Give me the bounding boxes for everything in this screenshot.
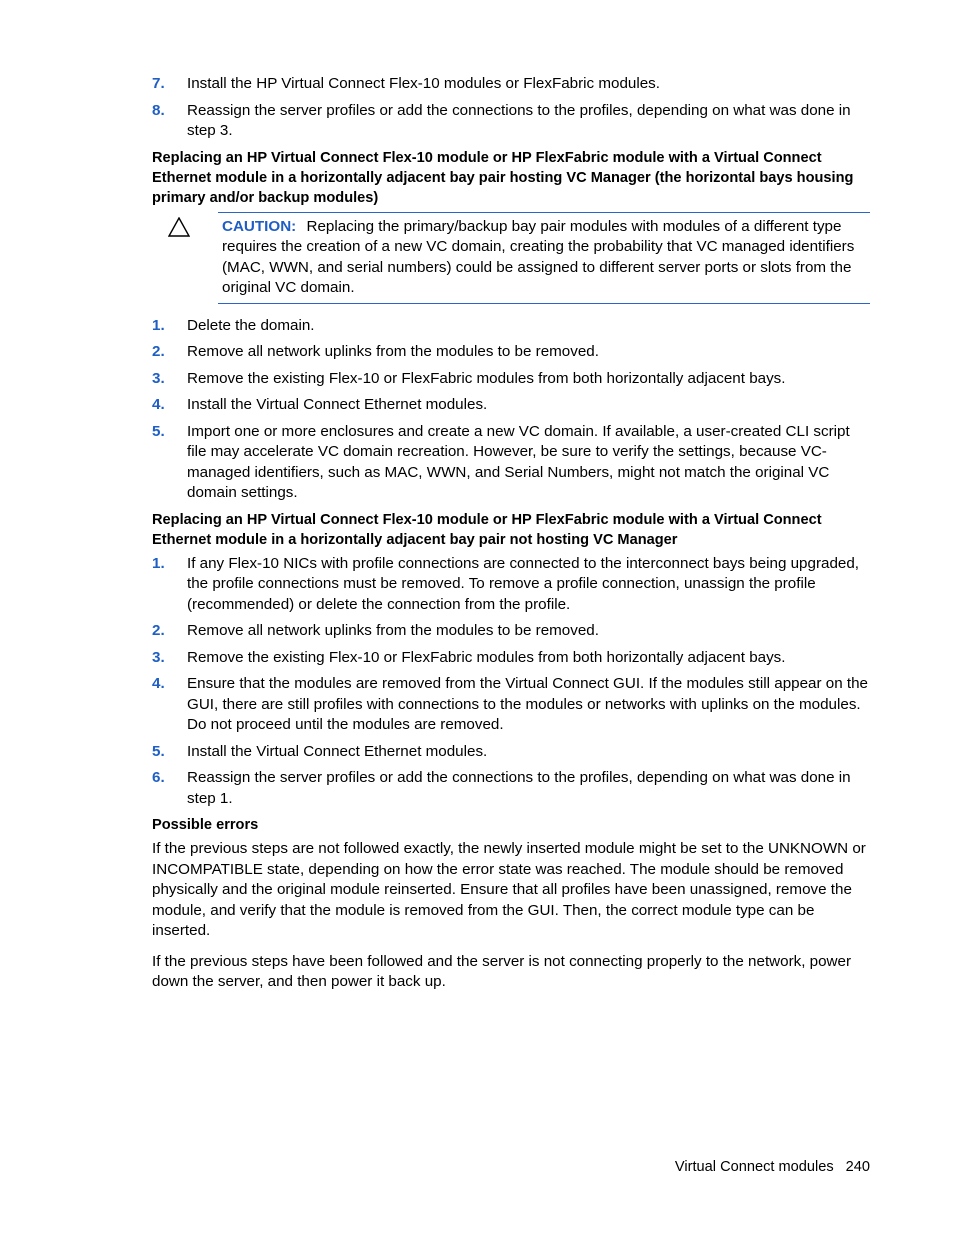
- list-item: [152, 395, 870, 416]
- step-text: If any Flex-10 NICs with profile connections are connected to the interconnect bays being upgraded, the profile connections must be removed. To remove a profile connection, unassign the profile (recommended) or delete the connection from the profile.: [187, 554, 860, 613]
- page-number: 240: [845, 1159, 870, 1175]
- step-number: 2.: [152, 343, 165, 360]
- step-number: 1.: [152, 316, 165, 334]
- warning-triangle-icon: [168, 217, 190, 237]
- step-text: Remove the existing Flex-10 or FlexFabric modules from both horizontally adjacent bays.: [187, 648, 786, 666]
- list-item: [152, 369, 870, 390]
- step-text: Remove the existing Flex-10 or FlexFabric modules from both horizontally adjacent bays.: [187, 369, 786, 387]
- step-text: Reassign the server profiles or add the connections to the profiles, depending on what was done in step 1.: [187, 769, 851, 807]
- step-text: Install the Virtual Connect Ethernet modules.: [187, 396, 488, 413]
- list-item: [152, 101, 870, 142]
- step-number: 4.: [152, 396, 165, 413]
- list-item: [152, 768, 870, 809]
- steps-section1-list: [152, 316, 870, 504]
- step-number: 2.: [152, 622, 165, 639]
- step-number: 3.: [152, 648, 165, 666]
- paragraph: If the previous steps are not followed exactly, the newly inserted module might be set to the UNKNOWN or INCOMPATIBLE state, depending on how the error state was reached. The module should be removed physically and the original module reinserted. Ensure that all profiles have been unassigned, remove the module, and verify that the module is removed from the GUI. Then, the correct module type can be inserted.: [152, 840, 866, 939]
- caution-box: [218, 212, 870, 304]
- step-number: 3.: [152, 369, 165, 387]
- step-number: 7.: [152, 75, 165, 92]
- page-content: [152, 74, 870, 1003]
- list-item: [152, 742, 870, 763]
- step-number: 1.: [152, 554, 165, 572]
- list-item: [152, 554, 870, 616]
- caution-label: CAUTION:: [222, 217, 297, 235]
- step-text: Delete the domain.: [187, 316, 315, 334]
- step-text: Reassign the server profiles or add the connections to the profiles, depending on what was done in step 3.: [187, 101, 851, 139]
- steps-top-list: [152, 74, 870, 142]
- step-text: Remove all network uplinks from the modules to be removed.: [187, 622, 599, 639]
- list-item: [152, 674, 870, 736]
- list-item: [152, 342, 870, 363]
- section-heading-possible-errors: Possible errors: [152, 817, 259, 833]
- step-text: Remove all network uplinks from the modules to be removed.: [187, 343, 599, 360]
- caution-text: Replacing the primary/backup bay pair modules with modules of a different type requires the creation of a new VC domain, creating the probability that VC managed identifiers (MAC, WWN, and serial numbers) could be assigned to different server ports or slots from the original VC domain.: [222, 217, 855, 296]
- step-number: 5.: [152, 422, 165, 440]
- step-number: 8.: [152, 101, 165, 119]
- section-heading-not-hosting-vc-manager: Replacing an HP Virtual Connect Flex-10 module or HP FlexFabric module with a Virtual Connect Ethernet module in a horizontally adjacent bay pair not hosting VC Manager: [152, 511, 822, 548]
- section-heading-hosting-vc-manager: Replacing an HP Virtual Connect Flex-10 module or HP FlexFabric module with a Virtual Connect Ethernet module in a horizontally adjacent bay pair hosting VC Manager (the horizontal bays housing primary and/or backup modules): [152, 149, 854, 206]
- page-footer: [675, 1157, 870, 1177]
- step-text: Install the Virtual Connect Ethernet modules.: [187, 742, 488, 760]
- step-number: 6.: [152, 769, 165, 786]
- footer-section-title: Virtual Connect modules: [674, 1159, 834, 1175]
- list-item: [152, 316, 870, 337]
- list-item: [152, 422, 870, 504]
- step-text: Install the HP Virtual Connect Flex-10 modules or FlexFabric modules.: [187, 75, 660, 92]
- step-text: Import one or more enclosures and create a new VC domain. If available, a user-created CLI script file may accelerate VC domain recreation. However, be sure to verify the settings, because VC-managed identifiers, such as MAC, WWN, and Serial Numbers, might not match the original VC domain settings.: [187, 422, 850, 501]
- paragraph: If the previous steps have been followed and the server is not connecting properly to the network, power down the server, and then power it back up.: [152, 952, 852, 990]
- step-number: 5.: [152, 742, 165, 760]
- step-number: 4.: [152, 675, 165, 692]
- list-item: [152, 621, 870, 642]
- steps-section2-list: [152, 554, 870, 810]
- list-item: [152, 648, 870, 669]
- step-text: Ensure that the modules are removed from the Virtual Connect GUI. If the modules still appear on the GUI, there are still profiles with connections to the modules or networks with uplinks on the modules. Do not proceed until the modules are removed.: [187, 675, 868, 733]
- list-item: [152, 74, 870, 95]
